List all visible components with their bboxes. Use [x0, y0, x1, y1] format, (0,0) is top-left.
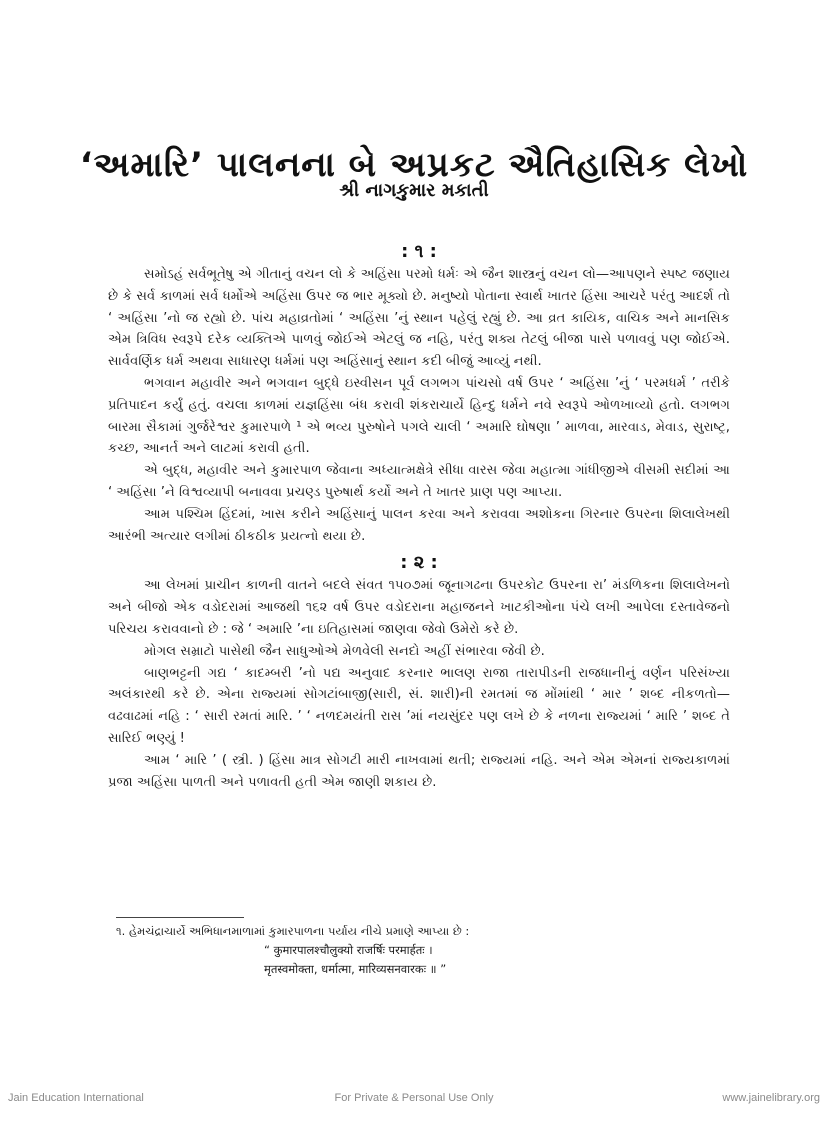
footer-publisher: Jain Education International [8, 1092, 144, 1104]
section-1 [108, 240, 730, 547]
footnote-1 [116, 922, 726, 941]
paragraph: બાણભટ્ટની ગદ્ય ‘ કાદમ્બરી ’નો પદ્ય અનુવાદ કરનાર ભાલણ રાજા તારાપીડની રાજધાનીનું વર્ણન પરિસંખ્યા અલંકારથી કરે છે. એના રાજ્યમાં સોગટાંબાજી(સારી, સં. શારી)ની રમતમાં જ મોંમાંથી ‘ માર ’ શબ્દ નીકળતો—વઢવાઢમાં નહિ : ‘ સારી રમતાં મારિ. ’ ‘ નળદમયંતી રાસ ’માં નયસુંદર પણ લખે છે કે નળના રાજ્યમાં ‘ મારિ ’ શબ્દ તે સારિઈ ભણ્યું ! [108, 665, 730, 746]
paragraph: આમ પશ્ચિમ હિંદમાં, ખાસ કરીને અહિંસાનું પાલન કરવા અને કરાવવા અશોકના ગિરનાર ઉપરના શિલાલેખથી આરંભી અત્યાર લગીમાં ઠીકઠીક પ્રયત્નો થયા છે. [108, 506, 730, 544]
paragraph: આ લેખમાં પ્રાચીન કાળની વાતને બદલે સંવત ૧૫૦૭માં જૂનાગઢના ઉપરકોટ ઉપરના રા’ મંડળિકના શિલાલેખનો અને બીજો એક વડોદરામાં આજથી ૧૬૨ વર્ષ ઉપર વડોદરાના મહાજનને ખાટકીઓના પંચે લખી આપેલા દસ્તાવેજનો પરિચય કરાવવાનો છે : જે ‘ અમારિ ’ના ઇતિહાસમાં જાણવા જેવો ઉમેરો કરે છે. [108, 578, 730, 637]
paragraph: સમોઽહં સર્વભૂતેષુ એ ગીતાનું વચન લો કે અહિંસા પરમો ધર્મઃ એ જૈન શાસ્ત્રનું વચન લો—આપણને સ્પષ્ટ જણાય છે કે સર્વ કાળમાં સર્વ ધર્મોએ અહિંસા ઉપર જ ભાર મૂક્યો છે. મનુષ્યો પોતાના સ્વાર્થ ખાતર હિંસા આચરે પરંતુ આદર્શ તો ‘ અહિંસા ’નો જ રહ્યો છે. પાંચ મહાવ્રતોમાં ‘ અહિંસા ’નું સ્થાન પહેલું રહ્યું છે. આ વ્રત કાયિક, વાચિક અને માનસિક એમ ત્રિવિધ સ્વરૂપે દરેક વ્યક્તિએ પાળવું જોઈએ એટલું જ નહિ, પરંતુ શક્ય તેટલું બીજા પાસે પળાવવું પણ જોઈએ. સાર્વવર્ણિક ધર્મ અથવા સાધારણ ધર્મમાં પણ અહિંસાનું સ્થાન કદી બીજું આવ્યું નથી. [108, 267, 730, 370]
footnote-divider [116, 917, 244, 918]
footnote-verse-line: मृतस्वमोक्ता, धर्मात्मा, मारिव्यसनवारकः ॥ ” [264, 962, 447, 976]
section-number: : ૧ : [401, 241, 437, 262]
paragraph: એ બુદ્ધ, મહાવીર અને કુમારપાળ જેવાના અધ્યાત્મક્ષેત્રે સીધા વારસ જેવા મહાત્મા ગાંધીજીએ વીસમી સદીમાં આ ‘ અહિંસા ’ને વિશ્વવ્યાપી બનાવવા પ્રચણ્ડ પુરુષાર્થ કર્યો અને તે ખાતર પ્રાણ પણ આપ્યા. [108, 463, 730, 500]
page-footer [0, 1092, 828, 1110]
paragraph: આમ ‘ મારિ ’ ( સ્ત્રી. ) હિંસા માત્ર સોગટી મારી નાખવામાં થતી; રાજ્યમાં નહિ. અને એમ એમનાં રાજ્યકાળમાં પ્રજા અહિંસા પાળતી અને પળાવતી હતી એમ જાણી શકાય છે. [108, 752, 730, 790]
article-author: શ્રી નાગકુમાર મકાતી [339, 180, 489, 201]
article-body [108, 240, 730, 793]
section-number: : ૨ : [400, 552, 438, 574]
footnote-number: ૧. [116, 924, 126, 938]
footnote-text: હેમચંદ્રાચાર્યે અભિધાનમાળામાં કુમારપાળના પર્યાય નીચે પ્રમાણે આપ્યા છે : [128, 924, 470, 938]
article-title: ‘અમારિ’ પાલનના બે અપ્રકટ ઐતિહાસિક લેખો [79, 144, 749, 185]
footer-usage-notice: For Private & Personal Use Only [334, 1092, 494, 1104]
paragraph: ભગવાન મહાવીર અને ભગવાન બુદ્ધે ઇસ્વીસન પૂર્વ લગભગ પાંચસો વર્ષ ઉપર ‘ અહિંસા ’નું ‘ પરમધર્મ ’ તરીકે પ્રતિપાદન કર્યું હતું. વચલા કાળમાં યજ્ઞહિંસા બંધ કરાવી શંકરાચાર્યે હિન્દુ ધર્મને નવે સ્વરૂપે ઓળખાવ્યો હતો. લગભગ બારમા સૈકામાં ગુર્જરેશ્વર કુમારપાળે ¹ એ ભવ્ય પુરુષોને પગલે ચાલી ‘ અમારિ ઘોષણા ’ માળવા, મારવાડ, મેવાડ, સુરાષ્ટ્ર, કચ્છ, આનર્ત અને લાટમાં કરાવી હતી. [108, 375, 730, 457]
section-2 [108, 551, 730, 793]
footnote-verse-line: “ कुमारपालश्चौलुक्यो राजर्षिः परमार्हतः । [264, 943, 433, 957]
footer-website-link[interactable]: www.jainelibrary.org [722, 1092, 820, 1104]
paragraph: મોગલ સમ્રાટો પાસેથી જૈન સાધુઓએ મેળવેલી સનદો અહીં સંભારવા જેવી છે. [144, 643, 545, 659]
footnotes [116, 922, 726, 979]
